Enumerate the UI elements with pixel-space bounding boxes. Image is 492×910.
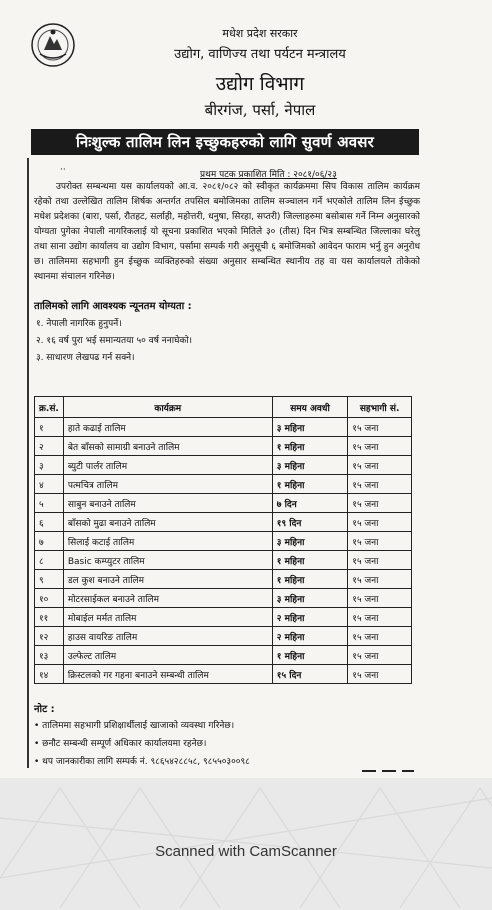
cell-duration: ३ महिना bbox=[272, 418, 348, 437]
cell-duration: ३ महिना bbox=[272, 589, 348, 608]
table-row bbox=[35, 551, 412, 570]
cell-serial: १४ bbox=[35, 665, 64, 684]
publish-date: प्रथम पटक प्रकाशित मिति : २०८१/०६/२३ bbox=[200, 170, 337, 180]
table-row bbox=[35, 475, 412, 494]
cell-program: बाँसको मुढा बनाउने तालिम bbox=[63, 513, 272, 532]
cell-duration: २ महिना bbox=[272, 627, 348, 646]
header-serial: क्र.सं. bbox=[35, 397, 64, 418]
cell-serial: ५ bbox=[35, 494, 64, 513]
cell-duration: ३ महिना bbox=[272, 532, 348, 551]
cell-duration: ७ दिन bbox=[272, 494, 348, 513]
cell-serial: ३ bbox=[35, 456, 64, 475]
cell-duration: १९ दिन bbox=[272, 513, 348, 532]
cell-participants: १५ जना bbox=[348, 608, 412, 627]
cell-program: हाउस वायरिङ तालिम bbox=[63, 627, 272, 646]
cell-program: Basic कम्प्युटर तालिम bbox=[63, 551, 272, 570]
cell-participants: १५ जना bbox=[348, 570, 412, 589]
cell-participants: १५ जना bbox=[348, 551, 412, 570]
cell-duration: १ महिना bbox=[272, 475, 348, 494]
table-body bbox=[35, 418, 412, 684]
dashed-rule bbox=[362, 770, 414, 772]
cell-serial: २ bbox=[35, 437, 64, 456]
cell-participants: १५ जना bbox=[348, 494, 412, 513]
scanned-with-camscanner-label: Scanned with CamScanner bbox=[155, 843, 337, 860]
cell-participants: १५ जना bbox=[348, 418, 412, 437]
table-row bbox=[35, 532, 412, 551]
table-row bbox=[35, 418, 412, 437]
table-row bbox=[35, 513, 412, 532]
cell-program: क्रिस्टलको गर गहना बनाउने सम्बन्धी तालिम bbox=[63, 665, 272, 684]
header-participants: सहभागी सं. bbox=[348, 397, 412, 418]
table-row bbox=[35, 570, 412, 589]
cell-serial: १२ bbox=[35, 627, 64, 646]
cell-program: सिलाई कटाई तालिम bbox=[63, 532, 272, 551]
table-row bbox=[35, 608, 412, 627]
cell-program: मोटरसाईकल बनाउने तालिम bbox=[63, 589, 272, 608]
table-row bbox=[35, 646, 412, 665]
cell-duration: १ महिना bbox=[272, 570, 348, 589]
requirements-title: तालिमको लागि आवश्यक न्यूनतम योग्यता : bbox=[34, 301, 192, 312]
header-duration: समय अवधी bbox=[272, 397, 348, 418]
cell-participants: १५ जना bbox=[348, 456, 412, 475]
table-row bbox=[35, 665, 412, 684]
training-table bbox=[34, 396, 412, 684]
cell-participants: १५ जना bbox=[348, 646, 412, 665]
cell-serial: ६ bbox=[35, 513, 64, 532]
cell-duration: ३ महिना bbox=[272, 456, 348, 475]
note-item: • छनौट सम्बन्धी सम्पूर्ण अधिकार कार्यालयमा रहनेछ। bbox=[34, 739, 207, 749]
cell-duration: १ महिना bbox=[272, 646, 348, 665]
cell-program: मोबाईल मर्मत तालिम bbox=[63, 608, 272, 627]
note-item: • थप जानकारीका लागि सम्पर्क नं. ९८६५४२८८५८, ९८५५०३००९८ bbox=[34, 757, 250, 767]
header-province-government: मधेश प्रदेश सरकार bbox=[222, 27, 298, 40]
cell-serial: ११ bbox=[35, 608, 64, 627]
cell-serial: १ bbox=[35, 418, 64, 437]
cell-participants: १५ जना bbox=[348, 475, 412, 494]
cell-program: ब्युटी पार्लर तालिम bbox=[63, 456, 272, 475]
cell-program: पत्मचित्र तालिम bbox=[63, 475, 272, 494]
left-margin-line bbox=[27, 158, 29, 768]
cell-duration: १ महिना bbox=[272, 437, 348, 456]
cell-participants: १५ जना bbox=[348, 589, 412, 608]
table-row bbox=[35, 437, 412, 456]
headline-banner: निःशुल्क तालिम लिन इच्छुकहरुको लागि सुवर्ण अवसर bbox=[31, 129, 419, 155]
cell-program: उल्फेल्ट तालिम bbox=[63, 646, 272, 665]
stray-marks: ·· bbox=[60, 165, 66, 175]
notice-paragraph bbox=[34, 180, 420, 285]
note-item: • तालिममा सहभागी प्रशिक्षार्थीलाई खाजाको व्यवस्था गरिनेछ। bbox=[34, 721, 235, 731]
table-row bbox=[35, 456, 412, 475]
cell-serial: ७ bbox=[35, 532, 64, 551]
cell-program: डल कुश बनाउने तालिम bbox=[63, 570, 272, 589]
requirement-item: ३. साधारण लेखपढ गर्न सक्ने। bbox=[36, 353, 135, 363]
table-row bbox=[35, 627, 412, 646]
cell-participants: १५ जना bbox=[348, 513, 412, 532]
header-department: उद्योग विभाग bbox=[215, 73, 305, 95]
cell-participants: १५ जना bbox=[348, 665, 412, 684]
requirement-item: १. नेपाली नागरिक हुनुपर्ने। bbox=[36, 319, 122, 329]
header-ministry: उद्योग, वाणिज्य तथा पर्यटन मन्त्रालय bbox=[174, 47, 346, 62]
cell-participants: १५ जना bbox=[348, 437, 412, 456]
notice-paragraph-text: उपरोक्त सम्बन्धमा यस कार्यालयको आ.व. २०८१/०८२ को स्वीकृत कार्यक्रममा सिप विकास तालिम कार्यक्रम रहेको तथा उल्लेखित तालिम शिर्षक अन्तर्गत तपसिल बमोजिमका तालिम सञ्चालन गर्ने भएकोले तालिम लिन ईच्छुक मधेश प्रदेशका (बारा, पर्सा, रौतहट, सर्लाही, महोत्तरी, धनुषा, सिरहा, सप्तरी) जिल्लाहरुमा बसोबास गर्ने निम्न अनुसारको योग्यता पुगेका नेपाली नागरिकलाई यो सूचना प्रकाशित भएको मितिले ३० (तीस) दिन भित्र सम्बन्धित जिल्लाका घरेलु तथा साना उद्योग कार्यालय वा उद्योग विभाग, पर्सामा सम्पर्क गरी अनुसूची ६ बमोजिमको आवेदन फाराम भर्नु हुन अनुरोध छ। तालिममा सहभागी हुन ईच्छुक व्यक्तिहरुको संख्या अनुसार सम्बन्धित स्थानीय तह वा यस कार्यालयले तोकेको स्थानमा संचालन गरिनेछ। bbox=[34, 182, 420, 282]
cell-program: हाते कढाई तालिम bbox=[63, 418, 272, 437]
cell-duration: १५ दिन bbox=[272, 665, 348, 684]
cell-duration: २ महिना bbox=[272, 608, 348, 627]
cell-serial: १३ bbox=[35, 646, 64, 665]
cell-serial: १० bbox=[35, 589, 64, 608]
cell-program: बेत बाँसको सामाग्री बनाउने तालिम bbox=[63, 437, 272, 456]
cell-participants: १५ जना bbox=[348, 532, 412, 551]
cell-duration: १ महिना bbox=[272, 551, 348, 570]
notes-title: नोट : bbox=[34, 704, 55, 715]
header-program: कार्यक्रम bbox=[63, 397, 272, 418]
cell-participants: १५ जना bbox=[348, 627, 412, 646]
cell-serial: ४ bbox=[35, 475, 64, 494]
table-row bbox=[35, 589, 412, 608]
header-location: बीरगंज, पर्सा, नेपाल bbox=[204, 101, 316, 119]
table-row bbox=[35, 494, 412, 513]
requirement-item: २. १६ वर्ष पुरा भई समान्यतया ५० वर्ष ननाघेको। bbox=[36, 336, 193, 346]
cell-serial: ९ bbox=[35, 570, 64, 589]
cell-program: साबुन बनाउने तालिम bbox=[63, 494, 272, 513]
cell-serial: ८ bbox=[35, 551, 64, 570]
table-header-row bbox=[35, 397, 412, 418]
